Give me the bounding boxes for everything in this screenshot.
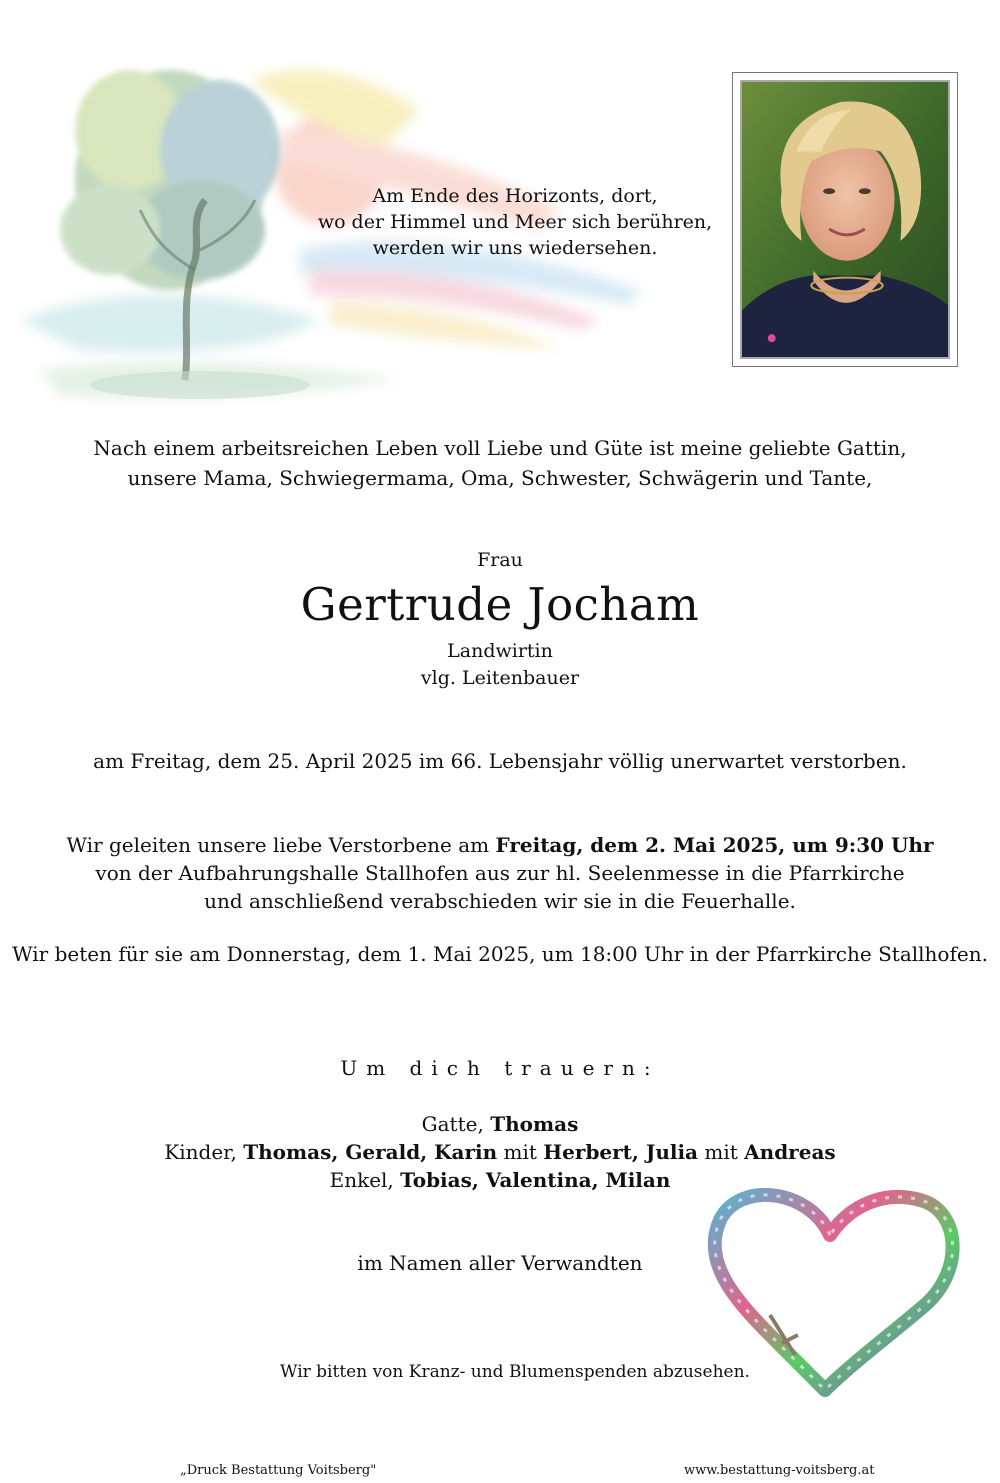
verse-line-3: werden wir uns wiedersehen.: [372, 237, 658, 259]
spouse-name: Thomas: [490, 1112, 579, 1136]
funeral-date-time: Freitag, dem 2. Mai 2025, um 9:30 Uhr: [495, 833, 934, 857]
portrait-photo-frame: [732, 72, 958, 367]
prayer-notice: Wir beten für sie am Donnerstag, dem 1. Mai 2025, um 18:00 Uhr in der Pfarrkirche Stallhofen.: [12, 942, 988, 966]
salutation: Frau: [477, 549, 523, 571]
deceased-details: [0, 638, 1000, 692]
intro-line-2: unsere Mama, Schwiegermama, Oma, Schwester, Schwägerin und Tante,: [127, 466, 873, 490]
portrait-image: [742, 82, 948, 357]
family-children: [0, 1138, 1000, 1166]
funeral-line-1-prefix: Wir geleiten unsere liebe Verstorbene am: [66, 833, 496, 857]
partner-names-2: Andreas: [744, 1140, 836, 1164]
footer-website-link[interactable]: www.bestattung-voitsberg.at: [684, 1463, 875, 1478]
grandchildren-label: Enkel,: [329, 1168, 401, 1192]
family-spouse: [0, 1110, 1000, 1138]
footer-printer: „Druck Bestattung Voitsberg": [180, 1463, 377, 1478]
children-names: Thomas, Gerald, Karin: [243, 1140, 498, 1164]
on-behalf-note: im Namen aller Verwandten: [357, 1251, 643, 1275]
intro-line-1: Nach einem arbeitsreichen Leben voll Liebe und Güte ist meine geliebte Gattin,: [93, 436, 907, 460]
mit-1: mit: [497, 1140, 544, 1164]
partner-names-1: Herbert, Julia: [543, 1140, 699, 1164]
portrait-photo: [740, 80, 950, 359]
deceased-name: Gertrude Jocham: [300, 578, 700, 631]
farm-name: vlg. Leitenbauer: [420, 667, 580, 689]
verse-text: [300, 183, 730, 261]
intro-text: [0, 433, 1000, 493]
flowers-note: Wir bitten von Kranz- und Blumenspenden abzusehen.: [280, 1362, 750, 1382]
mourners-heading: Um dich trauern:: [340, 1056, 660, 1080]
funeral-details: [0, 831, 1000, 915]
grandchildren-names: Tobias, Valentina, Milan: [400, 1168, 671, 1192]
death-notice: am Freitag, dem 25. April 2025 im 66. Lebensjahr völlig unerwartet verstorben.: [93, 749, 907, 773]
children-label: Kinder,: [164, 1140, 244, 1164]
mit-2: mit: [698, 1140, 745, 1164]
funeral-line-2: von der Aufbahrungshalle Stallhofen aus zur hl. Seelenmesse in die Pfarrkirche: [95, 861, 905, 885]
funeral-line-3: und anschließend verabschieden wir sie in die Feuerhalle.: [204, 889, 796, 913]
verse-line-2: wo der Himmel und Meer sich berühren,: [317, 211, 713, 233]
occupation: Landwirtin: [447, 640, 553, 662]
funeral-line-1: [0, 831, 1000, 859]
spouse-label: Gatte,: [421, 1112, 491, 1136]
verse-line-1: Am Ende des Horizonts, dort,: [372, 185, 658, 207]
